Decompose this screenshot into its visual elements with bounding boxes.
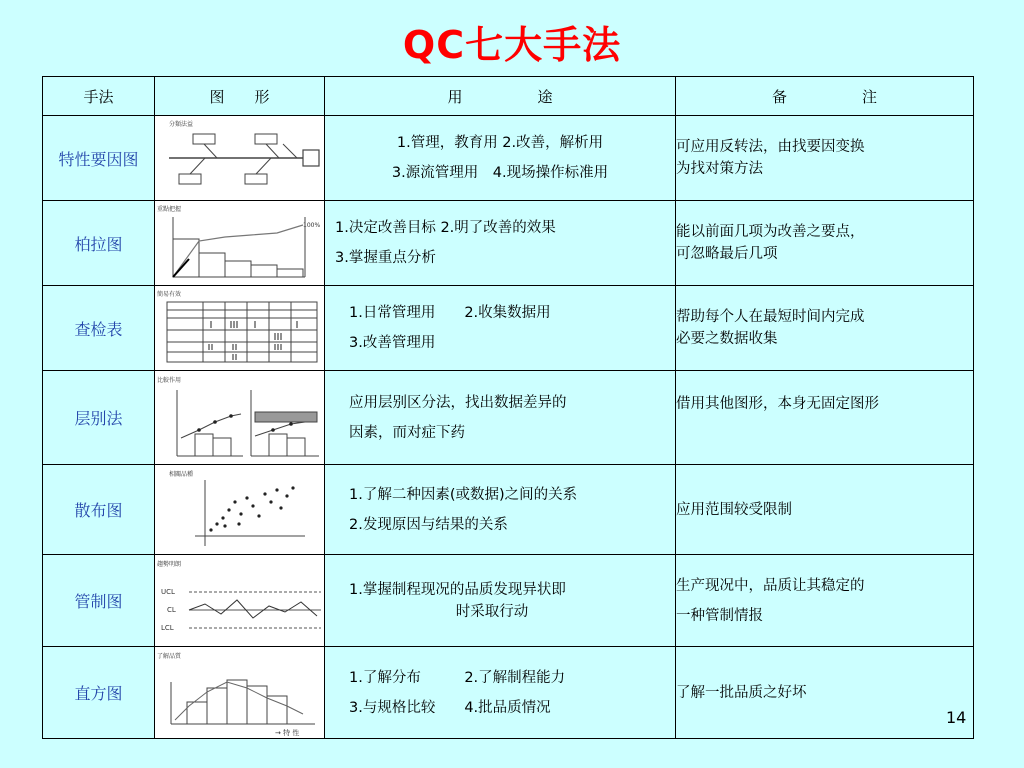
method-name: 查检表 xyxy=(43,286,155,371)
cl-label: CL xyxy=(167,605,176,614)
usage-cell xyxy=(325,555,676,647)
remark-cell xyxy=(676,555,974,647)
usage-line: 3.源流管理用 4.现场操作标准用 xyxy=(391,165,609,181)
lcl-label: LCL xyxy=(161,623,174,632)
remark-line: 借用其他图形，本身无固定图形 xyxy=(676,396,879,412)
figure-label: 重點把握 xyxy=(157,206,182,213)
figure-label: 趨勢明朗 xyxy=(157,560,182,568)
pareto-chart-figure xyxy=(155,201,325,286)
qc-methods-table xyxy=(42,76,974,739)
table-row xyxy=(43,116,974,201)
remark-line: 一种管制情报 xyxy=(676,607,763,624)
usage-line: 3.改善管理用 xyxy=(349,335,436,351)
method-name: 特性要因图 xyxy=(43,116,155,201)
remark-line: 为找对策方法 xyxy=(676,161,763,177)
remark-line: 必要之数据收集 xyxy=(676,331,778,347)
usage-line: 1.日常管理用 2.收集数据用 xyxy=(349,305,551,321)
figure-label: 比較作用 xyxy=(157,376,182,384)
figure-axis-label: → 特 性 xyxy=(275,728,300,737)
method-name: 层别法 xyxy=(43,371,155,465)
method-name: 管制图 xyxy=(43,555,155,647)
usage-line: 1.掌握制程现况的品质发现异状即 xyxy=(349,581,566,598)
table-row xyxy=(43,201,974,286)
figure-label: 了解品質 xyxy=(157,652,182,660)
ucl-label: UCL xyxy=(161,587,175,596)
remark-cell xyxy=(676,371,974,465)
table-row xyxy=(43,555,974,647)
usage-cell xyxy=(325,201,676,286)
control-chart-figure xyxy=(155,555,325,647)
table-row xyxy=(43,647,974,739)
usage-line: 时采取行动 xyxy=(455,603,529,620)
figure-label: 簡易有效 xyxy=(157,291,182,298)
remark-cell xyxy=(676,201,974,286)
header-usage: 用 途 xyxy=(325,77,676,116)
usage-line: 1.决定改善目标 2.明了改善的效果 xyxy=(335,220,556,236)
figure-percent: 100% xyxy=(303,222,321,229)
usage-cell xyxy=(325,465,676,555)
remark-line: 帮助每个人在最短时间内完成 xyxy=(676,309,865,325)
remark-line: 生产现况中，品质让其稳定的 xyxy=(676,577,865,594)
figure-label: 分類法益 xyxy=(169,121,194,128)
usage-cell xyxy=(325,647,676,739)
remark-line: 应用范围较受限制 xyxy=(676,501,792,518)
usage-line: 1.了解二种因素(或数据)之间的关系 xyxy=(349,486,578,503)
header-method: 手法 xyxy=(43,77,155,116)
page-title: QC七大手法 xyxy=(402,23,622,67)
fishbone-diagram-figure xyxy=(155,116,325,201)
table-row xyxy=(43,371,974,465)
stratification-figure xyxy=(155,371,325,465)
usage-line: 3.与规格比较 4.批品质情况 xyxy=(349,699,551,716)
table-row xyxy=(43,465,974,555)
usage-line: 应用层别区分法，找出数据差异的 xyxy=(349,394,567,411)
page-number: 14 xyxy=(946,708,967,727)
remark-line: 可忽略最后几项 xyxy=(676,246,778,262)
figure-label: 相關品種 xyxy=(169,470,194,478)
method-name: 直方图 xyxy=(43,647,155,739)
remark-cell xyxy=(676,647,974,739)
header-remark: 备 注 xyxy=(676,77,974,116)
table-row xyxy=(43,286,974,371)
table-header-row xyxy=(43,77,974,116)
method-name: 柏拉图 xyxy=(43,201,155,286)
remark-line: 能以前面几项为改善之要点， xyxy=(676,224,865,240)
usage-line: 1.管理，教育用 2.改善，解析用 xyxy=(396,135,604,151)
remark-line: 可应用反转法，由找要因变换 xyxy=(676,139,865,155)
usage-line: 3.掌握重点分析 xyxy=(335,250,436,266)
remark-cell xyxy=(676,286,974,371)
scatter-diagram-figure xyxy=(155,465,325,555)
usage-cell xyxy=(325,371,676,465)
usage-cell xyxy=(325,286,676,371)
method-name: 散布图 xyxy=(43,465,155,555)
remark-line: 了解一批品质之好坏 xyxy=(676,684,807,701)
usage-line: 2.发现原因与结果的关系 xyxy=(349,516,508,533)
remark-cell xyxy=(676,465,974,555)
check-sheet-figure xyxy=(155,286,325,371)
usage-cell xyxy=(325,116,676,201)
remark-cell xyxy=(676,116,974,201)
usage-line: 1.了解分布 2.了解制程能力 xyxy=(349,669,566,686)
header-figure: 图 形 xyxy=(155,77,325,116)
usage-line: 因素，而对症下药 xyxy=(349,424,465,441)
histogram-figure xyxy=(155,647,325,739)
